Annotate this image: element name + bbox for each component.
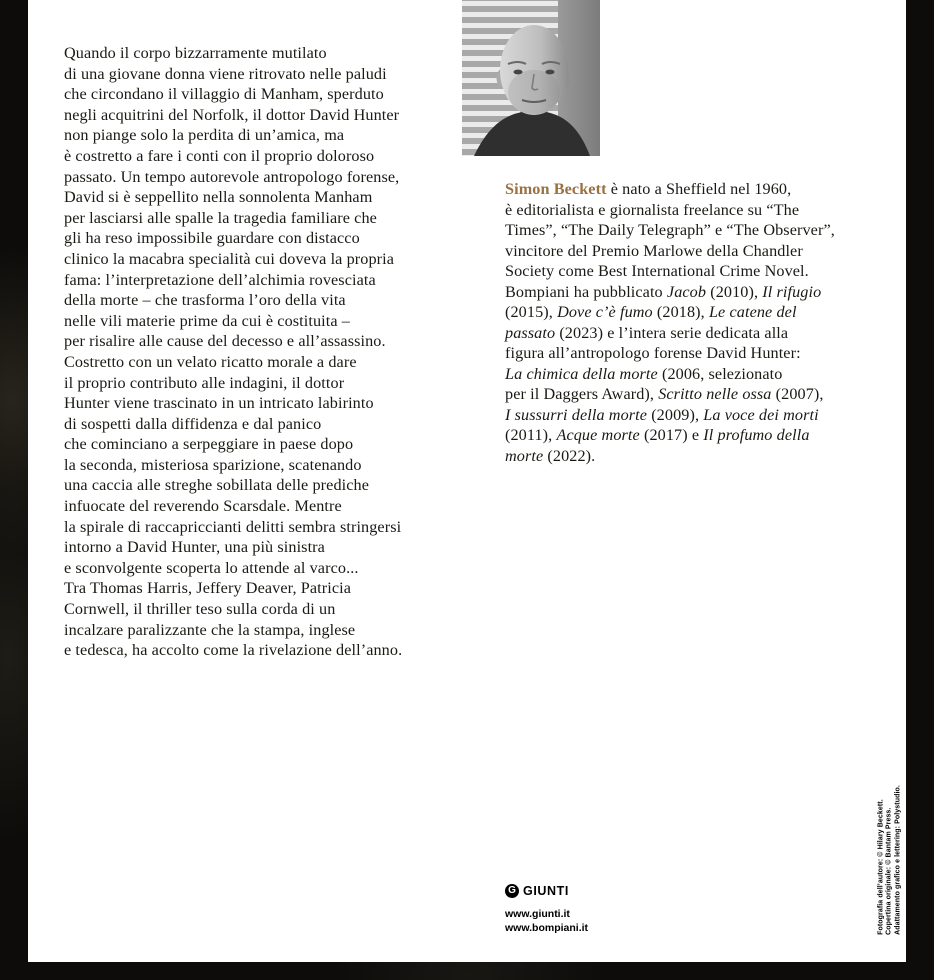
text-line: per risalire alle cause del decesso e all’assassino.	[64, 332, 386, 351]
text-segment: La voce dei morti	[703, 405, 819, 424]
text-segment: Il profumo della morte	[505, 426, 810, 465]
text-line: nelle vili materie prime da cui è costituita –	[64, 311, 350, 330]
text-line: non piange solo la perdita di un’amica, ma	[64, 126, 345, 145]
giunti-logo	[505, 884, 588, 898]
text-line: negli acquitrini del Norfolk, il dottor David Hunter	[64, 105, 400, 124]
text-line: e sconvolgente scoperta lo attende al varco...	[64, 558, 359, 577]
text-segment: Scritto nelle ossa	[658, 385, 772, 403]
text-segment: Il rifugio	[762, 282, 822, 301]
text-line: Cornwell, il thriller teso sulla corda di un	[64, 600, 336, 619]
synopsis-text	[64, 43, 464, 661]
text-line: Copertina originale: © Bantam Press.	[885, 807, 893, 935]
text-segment: Le catene del passato	[505, 303, 797, 342]
text-line: Hunter viene trascinato in un intricato labirinto	[64, 394, 374, 413]
text-line: fama: l’interpretazione dell’alchimia rovesciata	[64, 270, 376, 289]
text-segment: (2007),	[775, 385, 824, 403]
publisher-websites	[505, 907, 588, 935]
text-line: infuocate del reverendo Scarsdale. Mentre	[64, 497, 342, 516]
flap-panel	[28, 0, 906, 962]
author-photo	[462, 0, 600, 156]
giunti-logo-icon	[505, 884, 519, 898]
text-line: e tedesca, ha accolto come la rivelazione dell’anno.	[64, 641, 403, 660]
text-line: incalzare paralizzante che la stampa, inglese	[64, 620, 356, 639]
text-line: che circondano il villaggio di Manham, sperduto	[64, 85, 384, 104]
text-line: intorno a David Hunter, una più sinistra	[64, 538, 325, 557]
text-segment: è nato a Sheffield nel 1960, è editorialista e giornalista freelance su “The Times”, “The Daily Telegraph” e “The Observer”, vincitore del Premio Marlowe della Chandler Society come Best International Crime Novel. Bompiani ha pubblicato	[505, 180, 835, 301]
text-line: di una giovane donna viene ritrovato nelle paludi	[64, 64, 387, 83]
text-line: la seconda, misteriosa sparizione, scatenando	[64, 455, 362, 474]
text-line: è costretto a fare i conti con il proprio doloroso	[64, 146, 375, 165]
giunti-url: www.giunti.it	[505, 908, 570, 920]
text-line: passato. Un tempo autorevole antropologo forense,	[64, 167, 400, 186]
publisher-block	[505, 884, 588, 935]
text-segment: I sussurri della morte	[505, 405, 648, 424]
text-line: di sospetti dalla diffidenza e dal panico	[64, 414, 322, 433]
text-line: Costretto con un velato ricatto morale a dare	[64, 352, 357, 371]
text-segment: (2017) e	[639, 426, 704, 444]
text-line: Quando il corpo bizzarramente mutilato	[64, 44, 327, 62]
text-segment: Dove c’è fumo	[557, 303, 653, 321]
credits-vertical-text	[877, 785, 902, 935]
author-bio	[505, 179, 889, 466]
text-segment: (2023) e l’intera serie dedicata alla figura all’antropologo forense David Hunter:	[505, 323, 801, 362]
text-segment: Simon Beckett	[505, 180, 607, 198]
text-segment: (2011),	[505, 426, 553, 444]
giunti-logo-text: GIUNTI	[523, 884, 569, 898]
text-line: Fotografia dell’autore: © Hilary Beckett.	[877, 799, 885, 935]
text-segment: (2006, selezionato per il Daggers Award),	[505, 364, 783, 403]
text-line: gli ha reso impossibile guardare con distacco	[64, 229, 360, 248]
text-segment: (2009),	[647, 405, 704, 424]
text-line: della morte – che trasforma l’oro della vita	[64, 291, 346, 310]
bompiani-url: www.bompiani.it	[505, 922, 589, 934]
text-segment: Acque morte	[556, 426, 640, 444]
text-line: che cominciano a serpeggiare in paese dopo	[64, 435, 354, 454]
text-line: la spirale di raccapriccianti delitti sembra stringersi	[64, 517, 402, 536]
text-line: Tra Thomas Harris, Jeffery Deaver, Patricia	[64, 579, 351, 598]
text-line: clinico la macabra specialità cui doveva la propria	[64, 249, 395, 268]
text-line: Adattamento grafico e lettering: Polystudio.	[894, 785, 902, 935]
text-segment: Jacob	[666, 282, 707, 301]
text-line: David si è seppellito nella sonnolenta Manham	[64, 188, 373, 207]
text-line: una caccia alle streghe sobillata delle prediche	[64, 476, 370, 495]
text-line: il proprio contributo alle indagini, il dottor	[64, 373, 345, 392]
text-segment: (2015),	[505, 303, 553, 321]
text-segment: (2018),	[652, 303, 709, 321]
author-portrait-graphic	[462, 0, 600, 156]
text-segment: (2022).	[543, 446, 596, 465]
text-segment: La chimica della morte	[505, 364, 658, 383]
text-line: per lasciarsi alle spalle la tragedia familiare che	[64, 208, 377, 227]
text-segment: (2010),	[706, 282, 763, 301]
giunti-logo-letter: G	[508, 885, 516, 896]
